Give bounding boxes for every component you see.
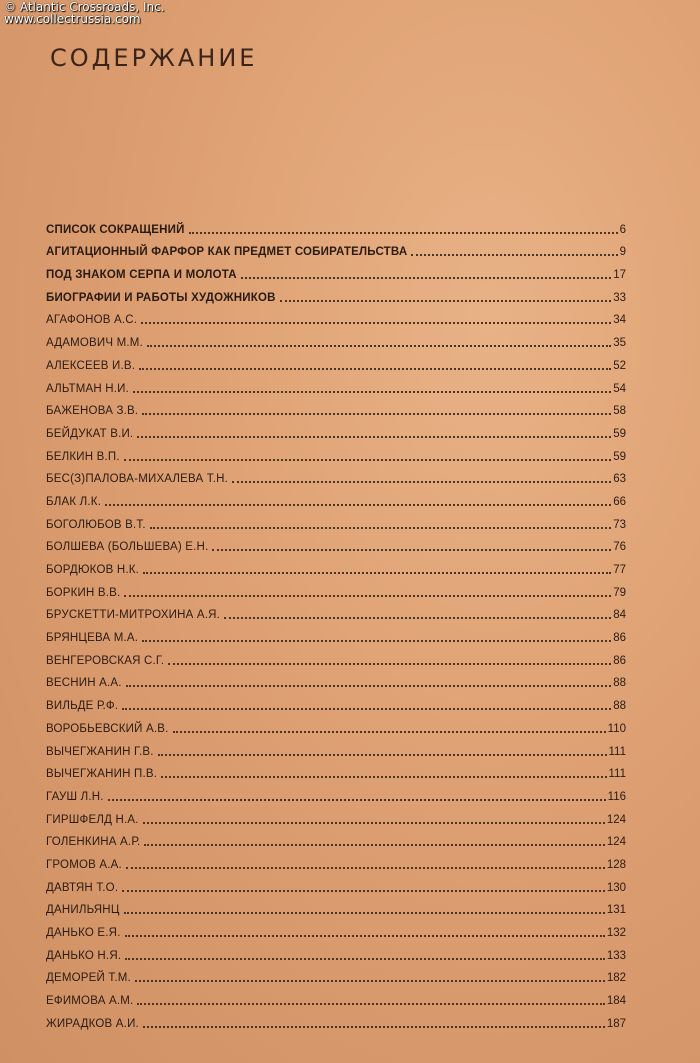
toc-leader-dots [141,322,611,324]
toc-leader-dots [124,459,611,461]
toc-entry [46,645,626,668]
toc-entry-label: ГАУШ Л.Н. [46,790,104,803]
toc-leader-dots [108,799,606,801]
toc-entry-page-number: 59 [613,427,626,440]
toc-entry-page-number: 88 [613,700,626,713]
toc-entry-label: БЛАК Л.К. [46,495,102,508]
toc-leader-dots [124,595,611,597]
toc-entry-label: ГРОМОВ А.А. [46,858,122,871]
toc-entry-page-number: 130 [606,881,626,894]
toc-leader-dots [144,844,604,846]
toc-entry-page-number: 76 [613,541,626,554]
toc-entry-page-number: 79 [613,586,626,599]
toc-entry-label: АГАФОНОВ А.С. [46,314,138,327]
toc-entry [46,622,626,645]
toc-entry-label: ГОЛЕНКИНА А.Р. [46,836,141,849]
toc-entry [46,600,626,623]
table-of-contents [46,214,626,1031]
toc-entry-page-number: 33 [613,291,626,304]
toc-entry [46,736,626,759]
toc-entry-page-number: 86 [613,632,626,645]
toc-entry-label: ВЫЧЕГЖАНИН Г.В. [46,745,154,758]
toc-entry [46,690,626,713]
toc-entry-label: БОГОЛЮБОВ В.Т. [46,518,146,531]
toc-entry-label: ГИРШФЕЛД Н.А. [46,813,139,826]
toc-entry-label: ДАНЬКО Е.Я. [46,927,121,939]
toc-entry-label: ЕФИМОВА А.М. [46,995,134,1008]
toc-leader-dots [125,958,605,960]
toc-entry-page-number: 133 [606,949,626,962]
toc-entry [46,895,626,918]
toc-leader-dots [122,890,605,892]
toc-entry-page-number: 59 [613,450,626,463]
toc-entry [46,532,626,555]
toc-entry-page-number: 111 [608,745,626,758]
toc-entry-label: ВЕНГЕРОВСКАЯ С.Г. [46,654,165,667]
toc-entry-label: ВИЛЬДЕ Р.Ф. [46,700,119,713]
toc-leader-dots [137,1003,604,1005]
toc-leader-dots [161,776,606,778]
toc-entry [46,759,626,782]
toc-entry-label: ПОД ЗНАКОМ СЕРПА И МОЛОТА [46,269,237,282]
toc-leader-dots [122,708,611,710]
toc-entry [46,373,626,396]
toc-entry-label: БЕЙДУКАТ В.И. [46,427,134,440]
toc-entry [46,214,626,237]
toc-leader-dots [168,663,611,665]
toc-entry-page-number: 17 [613,269,626,282]
toc-entry [46,872,626,895]
toc-entry-page-number: 84 [613,609,626,622]
toc-leader-dots [135,980,605,982]
toc-entry [46,985,626,1008]
toc-leader-dots [105,504,611,506]
toc-entry-label: ВЕСНИН А.А. [46,677,122,690]
toc-leader-dots [212,549,611,551]
copyright-watermark [4,1,165,25]
toc-entry-page-number: 128 [606,858,626,871]
toc-entry-label: ДАНЬКО Н.Я. [46,949,122,962]
toc-entry-page-number: 73 [613,518,626,531]
toc-entry [46,237,626,260]
toc-entry [46,1008,626,1031]
toc-entry [46,305,626,328]
toc-entry-label: БЕЛКИН В.П. [46,450,120,463]
toc-entry-label: ДАВТЯН Т.О. [46,881,119,894]
toc-leader-dots [150,527,611,529]
toc-entry-label: ВОРОБЬЕВСКИЙ А.В. [46,722,169,735]
toc-entry [46,963,626,986]
toc-entry [46,259,626,282]
toc-entry-label: СПИСОК СОКРАЩЕНИЙ [46,223,185,236]
toc-leader-dots [137,436,611,438]
toc-entry [46,486,626,509]
toc-entry-label: ДАНИЛЬЯНЦ [46,904,120,917]
toc-entry [46,577,626,600]
toc-entry-label: БАЖЕНОВА З.В. [46,405,139,418]
toc-entry-page-number: 131 [606,904,626,917]
toc-entry-page-number: 124 [606,836,626,849]
toc-entry [46,804,626,827]
toc-entry-label: БОРДЮКОВ Н.К. [46,564,140,576]
toc-entry-page-number: 66 [613,495,626,508]
page-title: СОДЕРЖАНИЕ [50,44,258,73]
toc-leader-dots [411,254,617,256]
toc-entry [46,849,626,872]
toc-leader-dots [142,640,611,642]
watermark-line-2: www.collectrussia.com [4,12,141,26]
toc-entry-page-number: 58 [613,405,626,418]
toc-leader-dots [158,754,607,756]
toc-leader-dots [126,685,612,687]
toc-entry-page-number: 6 [619,223,626,236]
watermark-line-1: © Atlantic Crossroads, Inc. [4,0,165,14]
toc-entry-page-number: 116 [607,790,626,803]
toc-leader-dots [125,935,605,937]
toc-entry [46,441,626,464]
toc-entry [46,940,626,963]
toc-leader-dots [241,277,611,279]
toc-entry-page-number: 132 [606,927,626,939]
toc-entry-page-number: 9 [619,246,626,259]
toc-leader-dots [173,731,606,733]
toc-entry [46,464,626,487]
toc-entry [46,554,626,577]
toc-entry-page-number: 54 [613,382,626,395]
toc-entry-page-number: 110 [607,722,626,735]
toc-entry-page-number: 63 [613,473,626,486]
toc-entry-page-number: 34 [613,314,626,327]
toc-leader-dots [189,232,618,234]
toc-entry [46,827,626,850]
toc-entry-page-number: 88 [613,677,626,690]
toc-entry-label: БРЯНЦЕВА М.А. [46,632,139,645]
toc-leader-dots [232,481,611,483]
toc-leader-dots [139,368,611,370]
toc-entry [46,396,626,419]
toc-leader-dots [126,867,605,869]
toc-entry-page-number: 111 [608,768,626,781]
toc-entry-label: АЛЕКСЕЕВ И.В. [46,359,136,372]
toc-entry-label: ВЫЧЕГЖАНИН П.В. [46,768,158,781]
toc-entry-page-number: 182 [606,972,626,985]
toc-entry-label: АДАМОВИЧ М.М. [46,337,143,350]
toc-entry [46,509,626,532]
toc-entry-page-number: 86 [613,654,626,667]
toc-entry-label: БРУСКЕТТИ-МИТРОХИНА А.Я. [46,609,221,622]
toc-entry [46,668,626,691]
toc-entry [46,781,626,804]
toc-leader-dots [133,391,611,393]
toc-entry [46,327,626,350]
toc-entry-label: БИОГРАФИИ И РАБОТЫ ХУДОЖНИКОВ [46,291,276,304]
toc-entry [46,418,626,441]
toc-leader-dots [143,1026,605,1028]
toc-entry-label: ЖИРАДКОВ А.И. [46,1017,139,1030]
toc-leader-dots [142,413,611,415]
toc-leader-dots [143,572,611,574]
toc-entry-page-number: 77 [613,564,626,576]
toc-entry-page-number: 124 [606,813,626,826]
toc-entry-label: ДЕМОРЕЙ Т.М. [46,972,131,985]
toc-entry-page-number: 35 [613,337,626,350]
toc-entry-label: БЕС(З)ПАЛОВА-МИХАЛЕВА Т.Н. [46,473,229,486]
toc-leader-dots [280,300,612,302]
toc-entry-label: АЛЬТМАН Н.И. [46,382,130,395]
toc-entry-page-number: 184 [606,995,626,1008]
toc-entry [46,350,626,373]
toc-leader-dots [224,617,611,619]
toc-entry-label: БОРКИН В.В. [46,586,121,599]
toc-entry [46,713,626,736]
toc-leader-dots [124,912,605,914]
toc-entry-label: АГИТАЦИОННЫЙ ФАРФОР КАК ПРЕДМЕТ СОБИРАТЕЛЬСТВА [46,246,408,259]
toc-entry [46,282,626,305]
toc-entry-label: БОЛШЕВА (БОЛЬШЕВА) Е.Н. [46,541,209,554]
toc-leader-dots [143,822,605,824]
toc-leader-dots [147,345,611,347]
toc-entry-page-number: 52 [613,359,626,372]
toc-entry [46,917,626,940]
toc-entry-page-number: 187 [606,1017,626,1030]
